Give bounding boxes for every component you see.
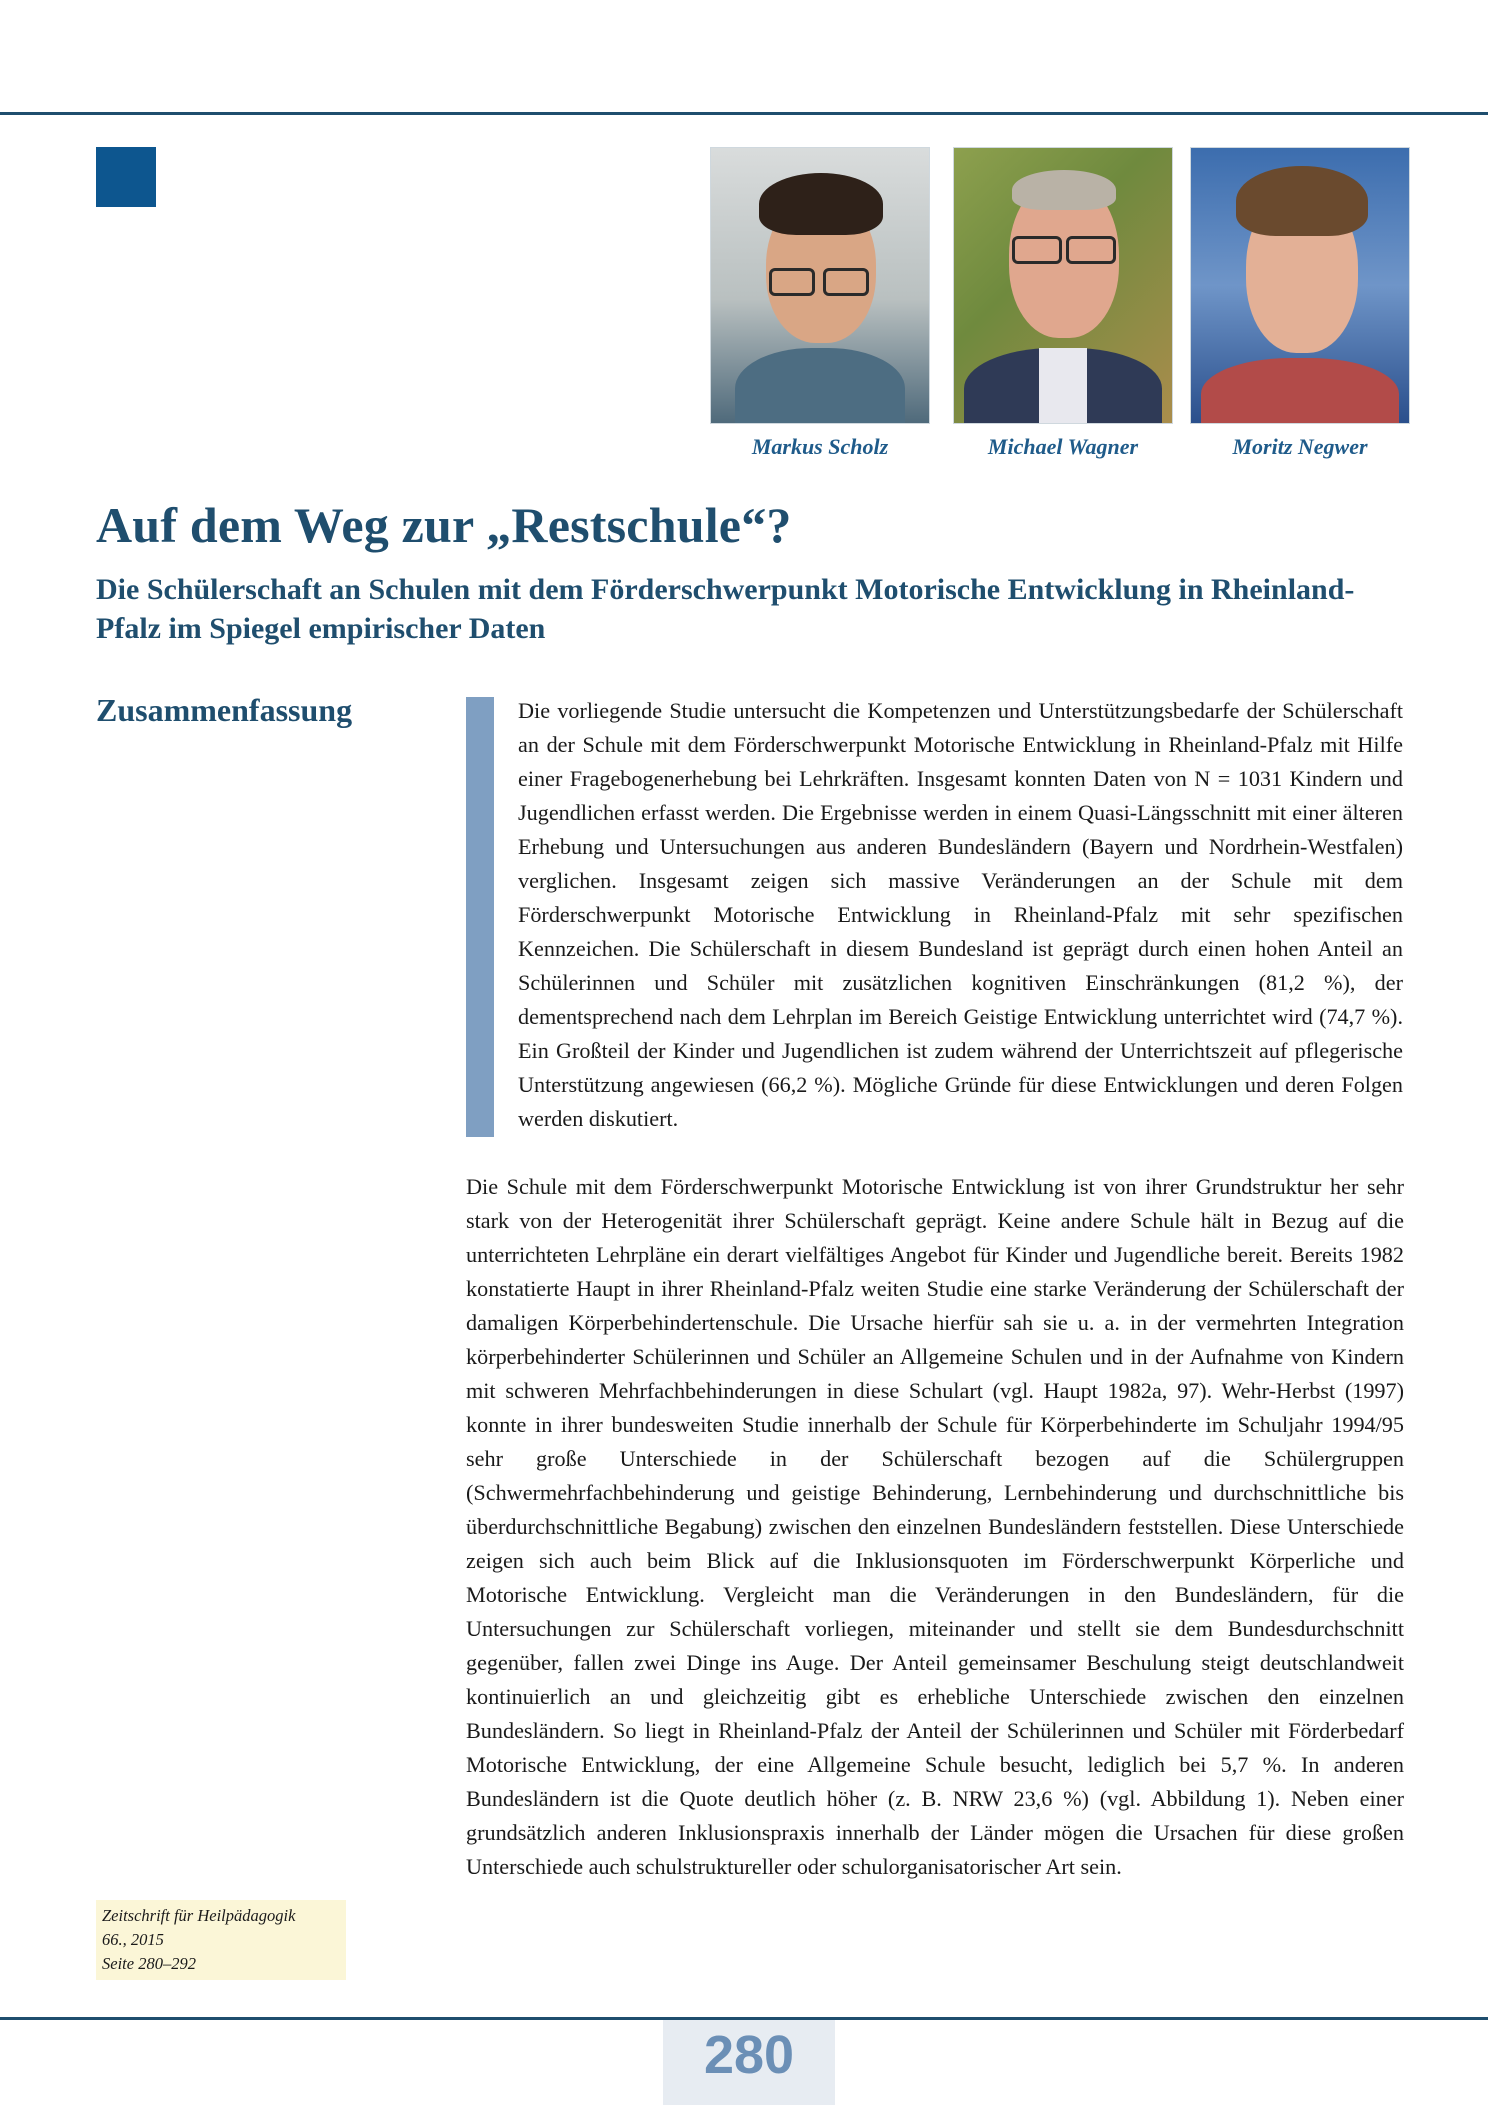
abstract-text: Die vorliegende Studie untersucht die Kompetenzen und Unterstützungsbedarfe der Schülerschaft an der Schule mit dem Förderschwerpunkt Motorische Entwicklung in Rheinland-Pfalz mit Hilfe einer Fragebogenerhebung bei Lehrkräften. Insgesamt konnten Daten von N = 1031 Kindern und Jugendlichen erfasst werden. Die Ergebnisse werden in einem Quasi-Längsschnitt mit einer älteren Erhebung und Untersuchungen aus anderen Bundesländern (Bayern und Nordrhein-Westfalen) verglichen. Insgesamt zeigen sich massive Veränderungen an der Schule mit dem Förderschwerpunkt Motorische Entwicklung in Rheinland-Pfalz mit sehr spezifischen Kennzeichen. Die Schülerschaft in diesem Bundesland ist geprägt durch einen hohen Anteil an Schülerinnen und Schüler mit zusätzlichen kognitiven Einschränkungen (81,2 %), der dementsprechend nach dem Lehrplan im Bereich Geistige Entwicklung unterrichtet wird (74,7 %). Ein Großteil der Kinder und Jugendlichen ist zudem während der Unterrichtszeit auf pflegerische Unterstützung angewiesen (66,2 %). Mögliche Gründe für diese Entwicklungen und deren Folgen werden diskutiert.	[518, 698, 1403, 1131]
page-number: 280	[703, 2025, 795, 2085]
author-photo	[953, 147, 1173, 424]
section-marker	[96, 147, 156, 207]
journal-volume: 66., 2015	[102, 1930, 164, 1949]
author-michael-wagner	[953, 147, 1173, 460]
journal-citation	[96, 1900, 346, 1980]
author-markus-scholz	[710, 147, 930, 460]
article-subtitle: Die Schülerschaft an Schulen mit dem Förderschwerpunkt Motorische Entwicklung in Rheinland-Pfalz im Spiegel empirischer Daten	[96, 573, 1355, 645]
article-title: Auf dem Weg zur „Restschule“?	[96, 497, 792, 553]
author-name: Moritz Negwer	[1232, 434, 1368, 459]
author-name: Michael Wagner	[987, 434, 1139, 459]
author-moritz-negwer	[1190, 147, 1410, 460]
author-photo	[710, 147, 930, 424]
abstract-accent-bar	[466, 697, 494, 1137]
journal-pages: Seite 280–292	[102, 1954, 196, 1973]
author-name: Markus Scholz	[751, 434, 889, 459]
author-photo	[1190, 147, 1410, 424]
top-rule	[0, 112, 1488, 115]
abstract-heading: Zusammenfassung	[96, 692, 353, 728]
journal-name: Zeitschrift für Heilpädagogik	[102, 1906, 296, 1925]
body-paragraph: Die Schule mit dem Förderschwerpunkt Motorische Entwicklung ist von ihrer Grundstruktur her sehr stark von der Heterogenität ihrer Schülerschaft geprägt. Keine andere Schule hält in Bezug auf die unterrichteten Lehrpläne ein derart vielfältiges Angebot für Kinder und Jugendliche bereit. Bereits 1982 konstatierte Haupt in ihrer Rheinland-Pfalz weiten Studie eine starke Veränderung der Schülerschaft der damaligen Körperbehindertenschule. Die Ursache hierfür sah sie u. a. in der vermehrten Integration körperbehinderter Schülerinnen und Schüler an Allgemeine Schulen und in der Aufnahme von Kindern mit schweren Mehrfachbehinderungen in diese Schulart (vgl. Haupt 1982a, 97). Wehr-Herbst (1997) konnte in ihrer bundesweiten Studie innerhalb der Schule für Körperbehinderte im Schuljahr 1994/95 sehr große Unterschiede in der Schülerschaft bezogen auf die Schülergruppen (Schwermehrfachbehinderung und geistige Behinderung, Lernbehinderung und durchschnittliche bis überdurchschnittliche Begabung) zwischen den einzelnen Bundesländern feststellen. Diese Unterschiede zeigen sich auch beim Blick auf die Inklusionsquoten im Förderschwerpunkt Körperliche und Motorische Entwicklung. Vergleicht man die Veränderungen in den Bundesländern, für die Untersuchungen zur Schülerschaft vorliegen, miteinander und stellt sie dem Bundesdurchschnitt gegenüber, fallen zwei Dinge ins Auge. Der Anteil gemeinsamer Beschulung steigt deutschlandweit kontinuierlich an und gleichzeitig gibt es erhebliche Unterschiede zwischen den einzelnen Bundesländern. So liegt in Rheinland-Pfalz der Anteil der Schülerinnen und Schüler mit Förderbedarf Motorische Entwicklung, der eine Allgemeine Schule besucht, lediglich bei 5,7 %. In anderen Bundesländern ist die Quote deutlich höher (z. B. NRW 23,6 %) (vgl. Abbildung 1). Neben einer grundsätzlich anderen Inklusionspraxis innerhalb der Länder mögen die Ursachen für diese großen Unterschiede auch schulstruktureller oder schulorganisatorischer Art sein.	[466, 1174, 1404, 1879]
page-number-tab	[663, 2020, 835, 2105]
